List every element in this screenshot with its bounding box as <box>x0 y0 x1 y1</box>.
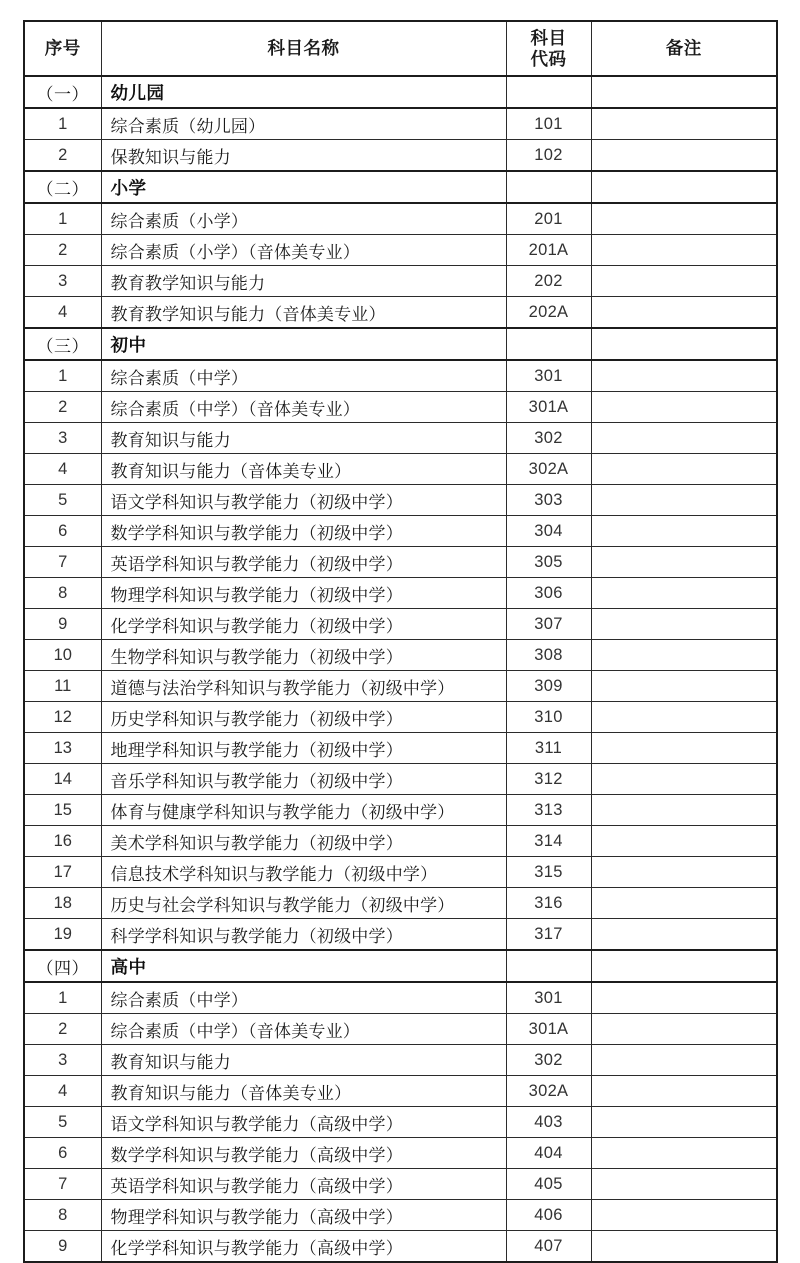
cell-remark <box>591 1169 777 1200</box>
cell-index: 1 <box>24 108 101 140</box>
cell-remark <box>591 982 777 1014</box>
cell-index: 8 <box>24 578 101 609</box>
cell-subject-code: 102 <box>506 140 591 172</box>
cell-subject-name: 综合素质（中学）（音体美专业） <box>101 392 506 423</box>
cell-subject-name: 音乐学科知识与教学能力（初级中学） <box>101 764 506 795</box>
subject-code-table <box>23 20 778 1263</box>
cell-subject-name: 科学学科知识与教学能力（初级中学） <box>101 919 506 951</box>
cell-subject-code: 313 <box>506 795 591 826</box>
cell-subject-code: 306 <box>506 578 591 609</box>
cell-subject-code: 308 <box>506 640 591 671</box>
cell-remark <box>591 1200 777 1231</box>
cell-subject-code: 302A <box>506 454 591 485</box>
cell-remark <box>591 76 777 108</box>
cell-index: 12 <box>24 702 101 733</box>
cell-index: 17 <box>24 857 101 888</box>
cell-subject-code: 301 <box>506 982 591 1014</box>
cell-subject-name: 教育知识与能力 <box>101 423 506 454</box>
cell-index: （三） <box>24 328 101 360</box>
table-row <box>24 1045 777 1076</box>
table-row <box>24 764 777 795</box>
cell-subject-name: 信息技术学科知识与教学能力（初级中学） <box>101 857 506 888</box>
cell-subject-code: 407 <box>506 1231 591 1263</box>
cell-remark <box>591 1045 777 1076</box>
cell-remark <box>591 485 777 516</box>
table-row <box>24 1169 777 1200</box>
cell-subject-name: 数学学科知识与教学能力（初级中学） <box>101 516 506 547</box>
cell-subject-name: 综合素质（幼儿园） <box>101 108 506 140</box>
table-row <box>24 578 777 609</box>
table-row <box>24 1231 777 1263</box>
cell-subject-code: 314 <box>506 826 591 857</box>
table-row <box>24 266 777 297</box>
cell-subject-code: 303 <box>506 485 591 516</box>
cell-index: 13 <box>24 733 101 764</box>
cell-remark <box>591 671 777 702</box>
cell-subject-code <box>506 328 591 360</box>
column-header-index: 序号 <box>24 21 101 76</box>
cell-subject-name: 语文学科知识与教学能力（初级中学） <box>101 485 506 516</box>
cell-subject-name: 教育知识与能力 <box>101 1045 506 1076</box>
cell-subject-name: 高中 <box>101 950 506 982</box>
table-row <box>24 888 777 919</box>
cell-subject-name: 教育知识与能力（音体美专业） <box>101 454 506 485</box>
cell-index: 5 <box>24 485 101 516</box>
cell-index: 3 <box>24 1045 101 1076</box>
cell-subject-name: 教育教学知识与能力 <box>101 266 506 297</box>
cell-subject-code: 301A <box>506 392 591 423</box>
cell-remark <box>591 171 777 203</box>
cell-subject-code: 301A <box>506 1014 591 1045</box>
table-row <box>24 702 777 733</box>
table-row <box>24 1200 777 1231</box>
table-row <box>24 982 777 1014</box>
cell-subject-name: 数学学科知识与教学能力（高级中学） <box>101 1138 506 1169</box>
cell-index: 5 <box>24 1107 101 1138</box>
table-row <box>24 235 777 266</box>
column-header-code-line1: 科目 <box>530 27 567 48</box>
cell-subject-code <box>506 76 591 108</box>
cell-subject-name: 小学 <box>101 171 506 203</box>
cell-subject-code: 403 <box>506 1107 591 1138</box>
cell-index: 3 <box>24 266 101 297</box>
cell-remark <box>591 203 777 235</box>
table-row <box>24 1107 777 1138</box>
cell-subject-name: 综合素质（小学）（音体美专业） <box>101 235 506 266</box>
cell-remark <box>591 702 777 733</box>
table-row <box>24 609 777 640</box>
cell-index: 2 <box>24 235 101 266</box>
cell-remark <box>591 578 777 609</box>
cell-remark <box>591 297 777 329</box>
table-row <box>24 423 777 454</box>
cell-subject-name: 英语学科知识与教学能力（初级中学） <box>101 547 506 578</box>
cell-remark <box>591 423 777 454</box>
cell-subject-name: 幼儿园 <box>101 76 506 108</box>
cell-subject-name: 体育与健康学科知识与教学能力（初级中学） <box>101 795 506 826</box>
cell-index: 3 <box>24 423 101 454</box>
cell-index: 4 <box>24 1076 101 1107</box>
cell-subject-name: 美术学科知识与教学能力（初级中学） <box>101 826 506 857</box>
cell-subject-name: 初中 <box>101 328 506 360</box>
cell-remark <box>591 826 777 857</box>
cell-remark <box>591 764 777 795</box>
cell-index: 18 <box>24 888 101 919</box>
cell-subject-name: 历史与社会学科知识与教学能力（初级中学） <box>101 888 506 919</box>
cell-index: 6 <box>24 1138 101 1169</box>
cell-index: 4 <box>24 297 101 329</box>
cell-subject-name: 教育教学知识与能力（音体美专业） <box>101 297 506 329</box>
cell-index: 10 <box>24 640 101 671</box>
cell-subject-code: 405 <box>506 1169 591 1200</box>
category-row <box>24 950 777 982</box>
category-row <box>24 328 777 360</box>
cell-remark <box>591 360 777 392</box>
cell-index: 9 <box>24 1231 101 1263</box>
table-row <box>24 547 777 578</box>
cell-subject-code: 311 <box>506 733 591 764</box>
cell-index: 2 <box>24 140 101 172</box>
cell-subject-code: 201A <box>506 235 591 266</box>
cell-remark <box>591 888 777 919</box>
cell-index: （四） <box>24 950 101 982</box>
cell-index: 14 <box>24 764 101 795</box>
cell-remark <box>591 454 777 485</box>
cell-subject-code: 312 <box>506 764 591 795</box>
cell-remark <box>591 733 777 764</box>
cell-subject-code: 201 <box>506 203 591 235</box>
cell-index: 16 <box>24 826 101 857</box>
cell-index: 9 <box>24 609 101 640</box>
cell-subject-name: 地理学科知识与教学能力（初级中学） <box>101 733 506 764</box>
cell-subject-code: 310 <box>506 702 591 733</box>
cell-subject-name: 综合素质（小学） <box>101 203 506 235</box>
cell-index: 7 <box>24 1169 101 1200</box>
cell-index: 2 <box>24 392 101 423</box>
cell-index: 1 <box>24 360 101 392</box>
table-body <box>24 76 777 1262</box>
column-header-note: 备注 <box>591 21 777 76</box>
table-row <box>24 826 777 857</box>
cell-index: 7 <box>24 547 101 578</box>
category-row <box>24 76 777 108</box>
cell-remark <box>591 1014 777 1045</box>
cell-subject-code: 101 <box>506 108 591 140</box>
cell-remark <box>591 857 777 888</box>
cell-subject-name: 物理学科知识与教学能力（初级中学） <box>101 578 506 609</box>
cell-subject-code: 406 <box>506 1200 591 1231</box>
cell-remark <box>591 950 777 982</box>
table-row <box>24 1014 777 1045</box>
table-row <box>24 857 777 888</box>
cell-index: 1 <box>24 982 101 1014</box>
cell-subject-code: 317 <box>506 919 591 951</box>
cell-remark <box>591 1138 777 1169</box>
cell-subject-code: 302 <box>506 423 591 454</box>
cell-index: 4 <box>24 454 101 485</box>
cell-remark <box>591 795 777 826</box>
cell-subject-code: 307 <box>506 609 591 640</box>
cell-remark <box>591 328 777 360</box>
cell-subject-code <box>506 950 591 982</box>
cell-remark <box>591 266 777 297</box>
table-row <box>24 454 777 485</box>
category-row <box>24 171 777 203</box>
cell-index: （二） <box>24 171 101 203</box>
cell-index: 1 <box>24 203 101 235</box>
cell-index: 6 <box>24 516 101 547</box>
table-row <box>24 733 777 764</box>
cell-subject-code: 404 <box>506 1138 591 1169</box>
table-row <box>24 108 777 140</box>
cell-subject-code: 304 <box>506 516 591 547</box>
cell-subject-name: 综合素质（中学） <box>101 360 506 392</box>
table-row <box>24 203 777 235</box>
cell-subject-code <box>506 171 591 203</box>
cell-subject-name: 生物学科知识与教学能力（初级中学） <box>101 640 506 671</box>
table-row <box>24 1138 777 1169</box>
cell-subject-name: 综合素质（中学）（音体美专业） <box>101 1014 506 1045</box>
cell-remark <box>591 640 777 671</box>
cell-remark <box>591 919 777 951</box>
cell-subject-code: 302A <box>506 1076 591 1107</box>
cell-subject-code: 309 <box>506 671 591 702</box>
cell-subject-name: 语文学科知识与教学能力（高级中学） <box>101 1107 506 1138</box>
cell-remark <box>591 1107 777 1138</box>
cell-remark <box>591 140 777 172</box>
cell-subject-code: 202A <box>506 297 591 329</box>
cell-remark <box>591 1231 777 1263</box>
cell-remark <box>591 547 777 578</box>
cell-subject-code: 302 <box>506 1045 591 1076</box>
table-row <box>24 360 777 392</box>
cell-index: （一） <box>24 76 101 108</box>
cell-subject-name: 物理学科知识与教学能力（高级中学） <box>101 1200 506 1231</box>
cell-index: 2 <box>24 1014 101 1045</box>
cell-subject-code: 202 <box>506 266 591 297</box>
table-row <box>24 1076 777 1107</box>
table-row <box>24 516 777 547</box>
cell-remark <box>591 235 777 266</box>
table-row <box>24 392 777 423</box>
cell-subject-name: 保教知识与能力 <box>101 140 506 172</box>
cell-subject-name: 道德与法治学科知识与教学能力（初级中学） <box>101 671 506 702</box>
cell-subject-code: 316 <box>506 888 591 919</box>
table-row <box>24 919 777 951</box>
cell-subject-code: 305 <box>506 547 591 578</box>
table-row <box>24 485 777 516</box>
column-header-name: 科目名称 <box>101 21 506 76</box>
cell-remark <box>591 1076 777 1107</box>
cell-remark <box>591 392 777 423</box>
table-row <box>24 671 777 702</box>
cell-index: 15 <box>24 795 101 826</box>
table-row <box>24 297 777 329</box>
table-row <box>24 640 777 671</box>
cell-subject-code: 301 <box>506 360 591 392</box>
column-header-code <box>506 21 591 76</box>
cell-subject-name: 英语学科知识与教学能力（高级中学） <box>101 1169 506 1200</box>
column-header-code-line2: 代码 <box>530 48 567 69</box>
table-row <box>24 140 777 172</box>
cell-subject-name: 化学学科知识与教学能力（初级中学） <box>101 609 506 640</box>
cell-remark <box>591 516 777 547</box>
cell-index: 8 <box>24 1200 101 1231</box>
table-header-row <box>24 21 777 76</box>
cell-remark <box>591 609 777 640</box>
cell-remark <box>591 108 777 140</box>
table-row <box>24 795 777 826</box>
cell-subject-name: 综合素质（中学） <box>101 982 506 1014</box>
cell-index: 11 <box>24 671 101 702</box>
cell-index: 19 <box>24 919 101 951</box>
table-header <box>24 21 777 76</box>
cell-subject-name: 历史学科知识与教学能力（初级中学） <box>101 702 506 733</box>
cell-subject-code: 315 <box>506 857 591 888</box>
cell-subject-name: 教育知识与能力（音体美专业） <box>101 1076 506 1107</box>
cell-subject-name: 化学学科知识与教学能力（高级中学） <box>101 1231 506 1263</box>
